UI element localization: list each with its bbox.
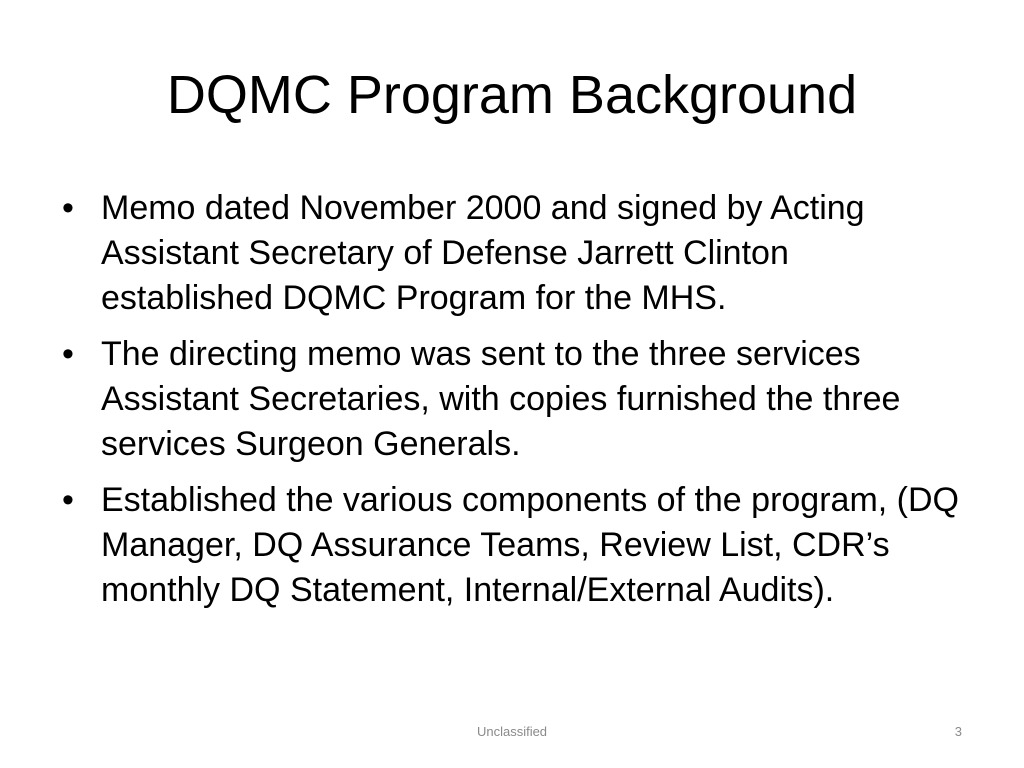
bullet-text: Memo dated November 2000 and signed by Acting Assistant Secretary of Defense Jarrett Clinton established DQMC Program for the MHS. (101, 189, 865, 317)
bullet-text: Established the various components of the program, (DQ Manager, DQ Assurance Teams, Review List, CDR’s monthly DQ Statement, Internal/External Audits). (101, 481, 959, 609)
bullet-item (62, 478, 962, 613)
bullet-list (62, 186, 962, 624)
bullet-item (62, 186, 962, 321)
bullet-item (62, 332, 962, 467)
footer-classification: Unclassified (476, 724, 548, 739)
bullet-icon: • (62, 189, 74, 227)
footer-page-number: 3 (954, 724, 962, 739)
slide-title: DQMC Program Background (166, 65, 858, 125)
bullet-icon: • (62, 481, 74, 519)
bullet-text: The directing memo was sent to the three services Assistant Secretaries, with copies furnished the three services Surgeon Generals. (101, 335, 901, 463)
bullet-icon: • (62, 335, 74, 373)
